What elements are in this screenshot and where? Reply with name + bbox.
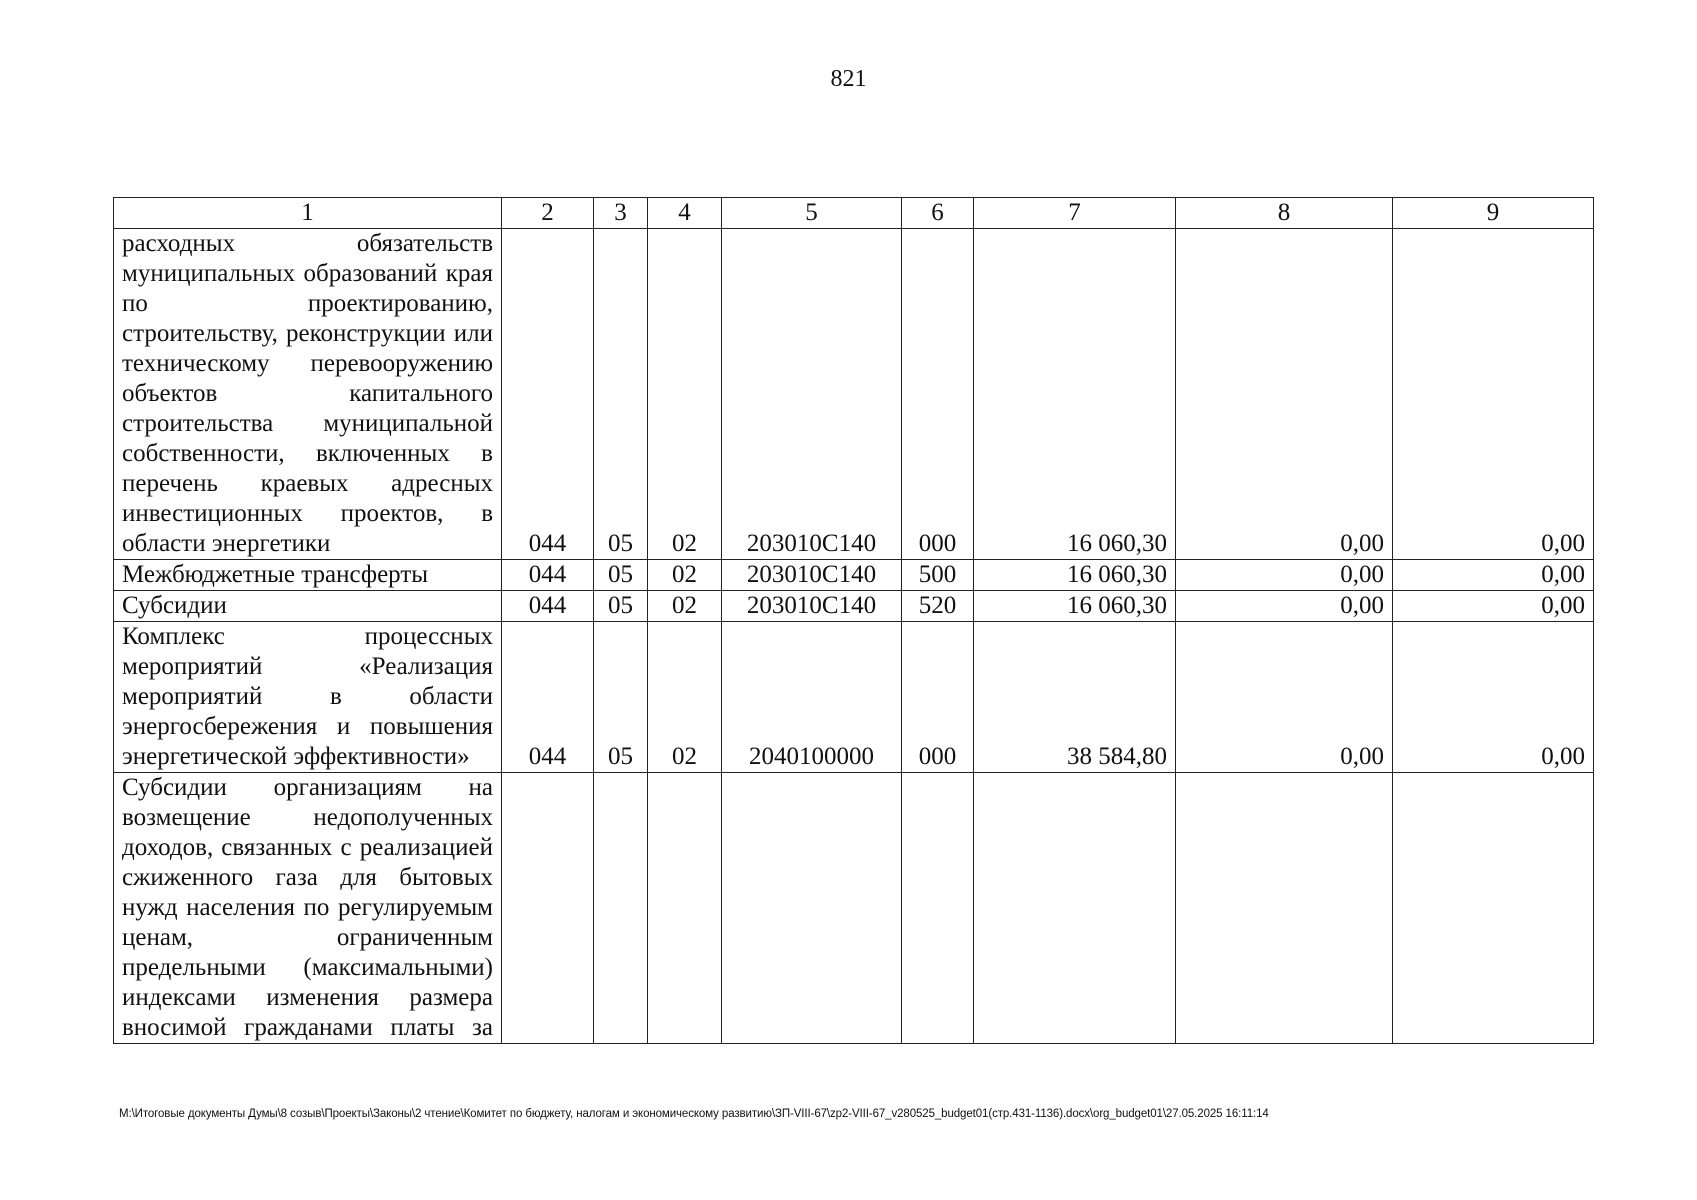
row-cell-5 bbox=[722, 773, 902, 1044]
row-cell-6 bbox=[902, 773, 974, 1044]
row-cell-4: 02 bbox=[648, 560, 722, 591]
row-cell-5: 2040100000 bbox=[722, 622, 902, 773]
table-row bbox=[114, 229, 1594, 560]
col-header-1: 1 bbox=[114, 198, 502, 229]
row-name: Субсидии организациям на возмещение недополученных доходов, связанных с реализацией сжиженного газа для бытовых нужд населения по регулируемым ценам, ограниченным предельными (максимальными) индексами изменения размера вносимой гражданами платы за bbox=[114, 773, 502, 1044]
table-header-row bbox=[114, 198, 1594, 229]
row-cell-5: 203010С140 bbox=[722, 229, 902, 560]
budget-table bbox=[113, 197, 1594, 1044]
row-cell-2: 044 bbox=[502, 560, 594, 591]
col-header-6: 6 bbox=[902, 198, 974, 229]
row-cell-2: 044 bbox=[502, 591, 594, 622]
row-cell-7: 16 060,30 bbox=[974, 229, 1176, 560]
col-header-9: 9 bbox=[1393, 198, 1594, 229]
footer-file-path: M:\Итоговые документы Думы\8 созыв\Проекты\Законы\2 чтение\Комитет по бюджету, налогам и экономическому развитию\ЗП-VIII-67\zp2-VIII-67_v280525_budget01(стр.431-1136).docx\org_budget01\27.05.2025 16:11:14 bbox=[119, 1108, 1269, 1120]
row-cell-8 bbox=[1176, 773, 1393, 1044]
col-header-7: 7 bbox=[974, 198, 1176, 229]
row-cell-7 bbox=[974, 773, 1176, 1044]
col-header-3: 3 bbox=[594, 198, 648, 229]
row-cell-8: 0,00 bbox=[1176, 560, 1393, 591]
row-cell-9: 0,00 bbox=[1393, 622, 1594, 773]
row-cell-9 bbox=[1393, 773, 1594, 1044]
row-cell-4: 02 bbox=[648, 229, 722, 560]
row-name: Межбюджетные трансферты bbox=[114, 560, 502, 591]
row-cell-9: 0,00 bbox=[1393, 591, 1594, 622]
row-cell-3: 05 bbox=[594, 622, 648, 773]
row-cell-7: 16 060,30 bbox=[974, 591, 1176, 622]
row-cell-2: 044 bbox=[502, 229, 594, 560]
col-header-4: 4 bbox=[648, 198, 722, 229]
row-cell-8: 0,00 bbox=[1176, 622, 1393, 773]
row-name: Комплекс процессных мероприятий «Реализация мероприятий в области энергосбережения и повышения энергетической эффективности» bbox=[114, 622, 502, 773]
row-name: Субсидии bbox=[114, 591, 502, 622]
page-number: 821 bbox=[830, 66, 867, 92]
row-cell-8: 0,00 bbox=[1176, 229, 1393, 560]
row-cell-7: 16 060,30 bbox=[974, 560, 1176, 591]
row-name: расходных обязательств муниципальных образований края по проектированию, строительству, реконструкции или техническому перевооружению объектов капитального строительства муниципальной собственности, включенных в перечень краевых адресных инвестиционных проектов, в области энергетики bbox=[114, 229, 502, 560]
row-cell-7: 38 584,80 bbox=[974, 622, 1176, 773]
row-cell-3 bbox=[594, 773, 648, 1044]
table-row bbox=[114, 622, 1594, 773]
row-cell-3: 05 bbox=[594, 560, 648, 591]
row-cell-4: 02 bbox=[648, 622, 722, 773]
row-cell-2: 044 bbox=[502, 622, 594, 773]
col-header-2: 2 bbox=[502, 198, 594, 229]
row-cell-6: 000 bbox=[902, 229, 974, 560]
row-cell-2 bbox=[502, 773, 594, 1044]
row-cell-3: 05 bbox=[594, 229, 648, 560]
row-cell-9: 0,00 bbox=[1393, 229, 1594, 560]
row-cell-3: 05 bbox=[594, 591, 648, 622]
row-cell-5: 203010С140 bbox=[722, 560, 902, 591]
row-cell-4: 02 bbox=[648, 591, 722, 622]
table-row bbox=[114, 773, 1594, 1044]
table-row bbox=[114, 560, 1594, 591]
row-cell-9: 0,00 bbox=[1393, 560, 1594, 591]
row-cell-6: 500 bbox=[902, 560, 974, 591]
col-header-8: 8 bbox=[1176, 198, 1393, 229]
row-cell-5: 203010С140 bbox=[722, 591, 902, 622]
table-row bbox=[114, 591, 1594, 622]
col-header-5: 5 bbox=[722, 198, 902, 229]
row-cell-6: 520 bbox=[902, 591, 974, 622]
row-cell-6: 000 bbox=[902, 622, 974, 773]
row-cell-4 bbox=[648, 773, 722, 1044]
row-cell-8: 0,00 bbox=[1176, 591, 1393, 622]
